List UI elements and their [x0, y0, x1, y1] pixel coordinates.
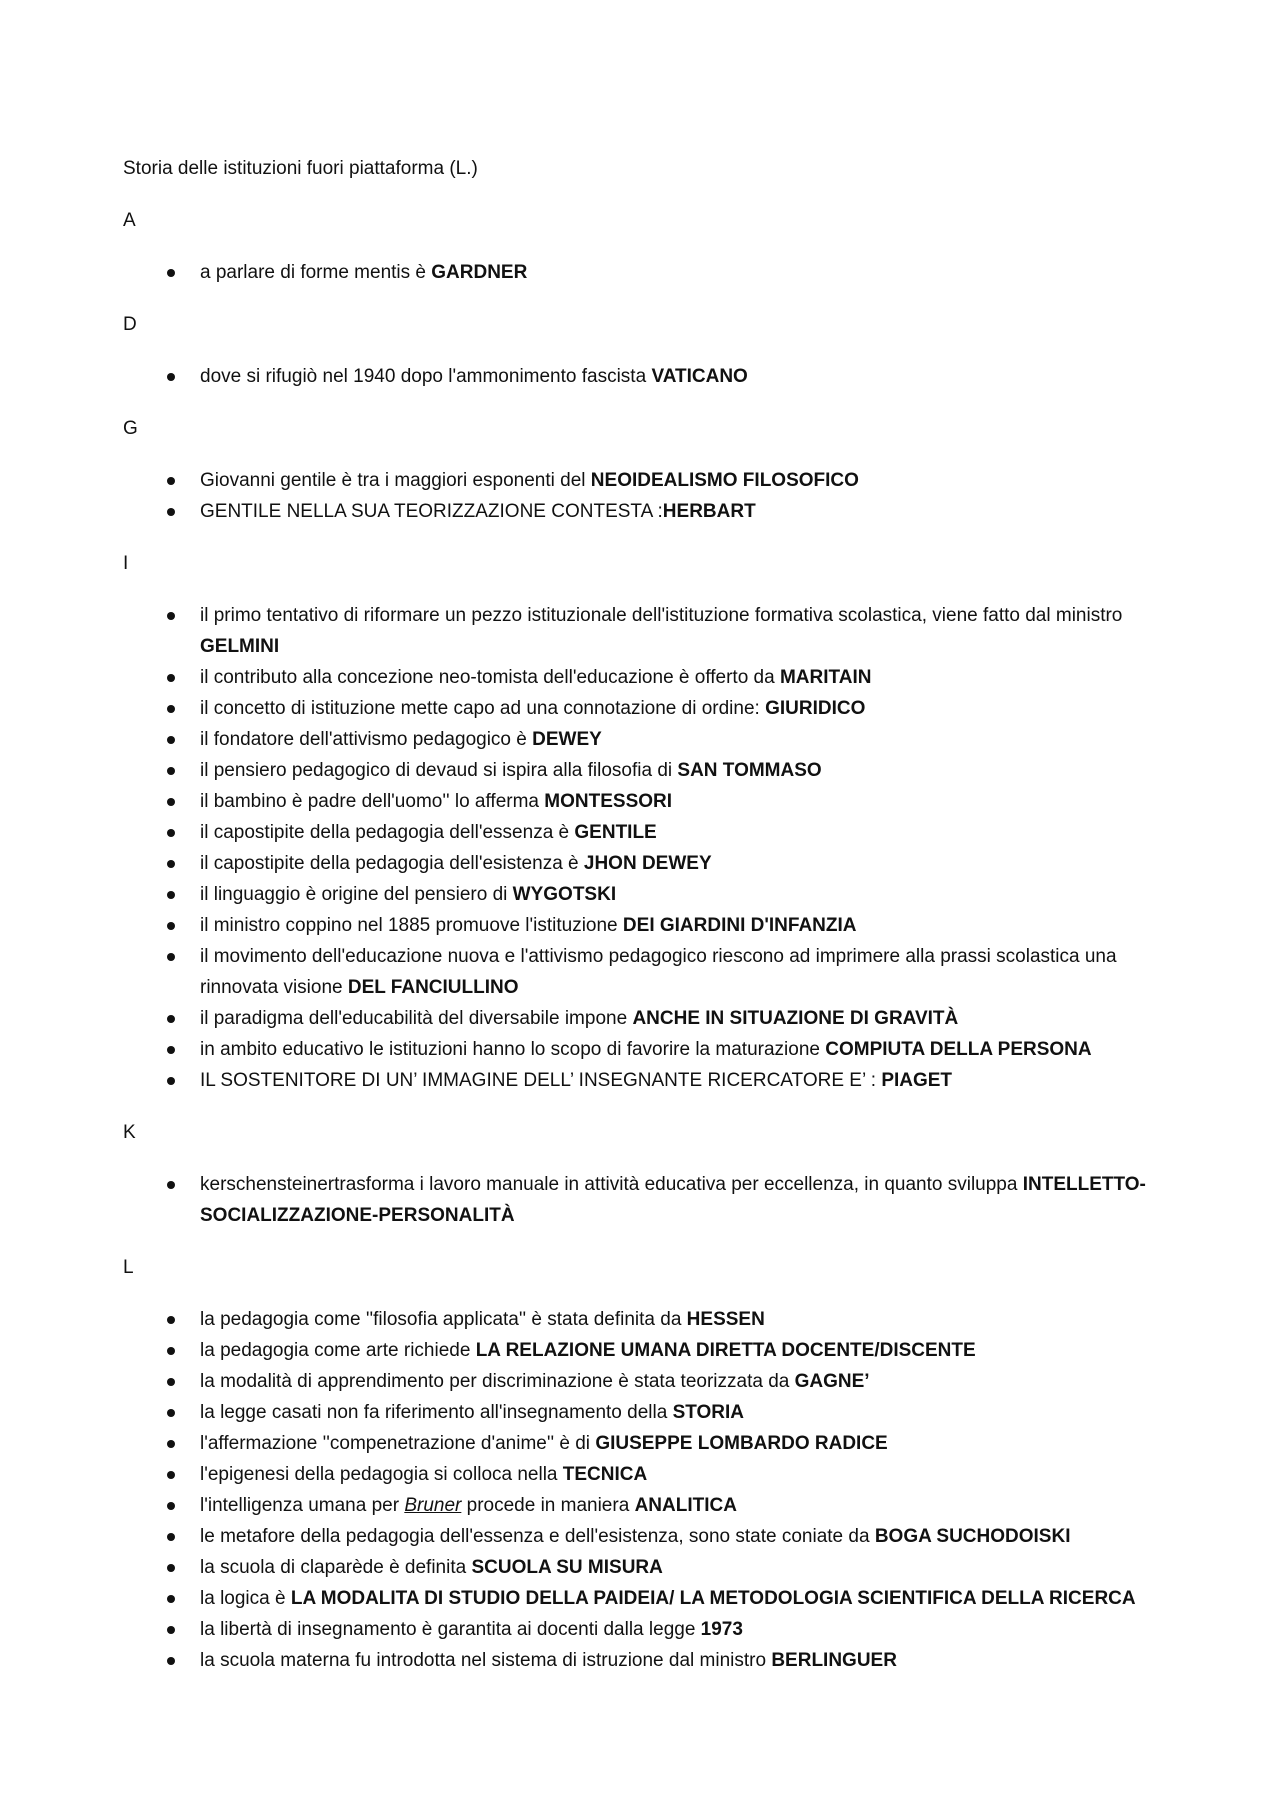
question-text: il capostipite della pedagogia dell'essenza è [200, 822, 575, 843]
question-text: il pensiero pedagogico di devaud si ispira alla filosofia di [200, 760, 678, 781]
question-text: le metafore della pedagogia dell'essenza e dell'esistenza, sono state coniate da [200, 1526, 875, 1547]
list-item [200, 1397, 1173, 1428]
list-item [200, 693, 1173, 724]
list-item [200, 786, 1173, 817]
list-item [200, 1003, 1173, 1034]
question-text: la scuola materna fu introdotta nel sistema di istruzione dal ministro [200, 1650, 772, 1671]
list-item [200, 1065, 1173, 1096]
question-text: dove si rifugiò nel 1940 dopo l'ammonimento fascista [200, 366, 652, 387]
emphasis-text: Bruner [404, 1495, 462, 1516]
sections-container [123, 205, 1173, 1676]
question-text: in ambito educativo le istituzioni hanno lo scopo di favorire la maturazione [200, 1039, 826, 1060]
question-text: a parlare di forme mentis è [200, 262, 432, 283]
list-item [200, 1169, 1173, 1231]
bullet-list [123, 361, 1173, 392]
list-item [200, 662, 1173, 693]
list-item [200, 879, 1173, 910]
list-item [200, 910, 1173, 941]
list-item [200, 817, 1173, 848]
bullet-list [123, 600, 1173, 1096]
question-text: il primo tentativo di riformare un pezzo istituzionale dell'istituzione formativa scolastica, viene fatto dal ministro [200, 605, 1123, 626]
section-letter: K [123, 1122, 136, 1143]
bullet-list [123, 1304, 1173, 1676]
answer-text: GENTILE [574, 822, 657, 843]
answer-text: MARITAIN [779, 667, 872, 688]
list-item [200, 1366, 1173, 1397]
list-item [200, 1583, 1173, 1614]
question-text: la logica è [200, 1588, 291, 1609]
bullet-list [123, 1169, 1173, 1231]
answer-text: GAGNE’ [794, 1371, 870, 1392]
question-text: l'intelligenza umana per [200, 1495, 405, 1516]
question-text: IL SOSTENITORE DI UN’ IMMAGINE DELL’ INSEGNANTE RICERCATORE E’ : [200, 1070, 882, 1091]
question-text: GENTILE NELLA SUA TEORIZZAZIONE CONTESTA : [200, 501, 663, 522]
question-text: procede in maniera [461, 1495, 635, 1516]
answer-text: PIAGET [881, 1070, 953, 1091]
document-title: Storia delle istituzioni fuori piattaforma (L.) [123, 158, 478, 179]
question-text: il capostipite della pedagogia dell'esistenza è [200, 853, 584, 874]
list-item [200, 755, 1173, 786]
answer-text: INTELLETTO-SOCIALIZZAZIONE-PERSONALITÀ [200, 1174, 1146, 1226]
question-text: la libertà di insegnamento è garantita ai docenti dalla legge [200, 1619, 701, 1640]
answer-text: HERBART [662, 501, 756, 522]
list-item [200, 724, 1173, 755]
answer-text: SAN TOMMASO [677, 760, 822, 781]
question-text: il fondatore dell'attivismo pedagogico è [200, 729, 533, 750]
question-text: Giovanni gentile è tra i maggiori esponenti del [200, 470, 591, 491]
list-item [200, 257, 1173, 288]
list-item [200, 1034, 1173, 1065]
section-letter: D [123, 314, 137, 335]
answer-text: BOGA SUCHODOISKI [874, 1526, 1071, 1547]
answer-text: DEI GIARDINI D'INFANZIA [622, 915, 857, 936]
answer-text: ANALITICA [634, 1495, 737, 1516]
list-item [200, 361, 1173, 392]
list-item [200, 1552, 1173, 1583]
answer-text: BERLINGUER [771, 1650, 897, 1671]
list-item [200, 600, 1173, 662]
list-item [200, 465, 1173, 496]
answer-text: 1973 [700, 1619, 743, 1640]
question-text: kerschensteinertrasforma i lavoro manuale in attività educativa per eccellenza, in quanto sviluppa [200, 1174, 1023, 1195]
list-item [200, 1304, 1173, 1335]
answer-text: VATICANO [651, 366, 748, 387]
question-text: la modalità di apprendimento per discriminazione è stata teorizzata da [200, 1371, 795, 1392]
question-text: la pedagogia come arte richiede [200, 1340, 476, 1361]
question-text: la pedagogia come ''filosofia applicata'' è stata definita da [200, 1309, 687, 1330]
list-item [200, 941, 1173, 1003]
question-text: il contributo alla concezione neo-tomista dell'educazione è offerto da [200, 667, 780, 688]
answer-text: STORIA [672, 1402, 745, 1423]
list-item [200, 1459, 1173, 1490]
answer-text: GELMINI [200, 636, 280, 657]
list-item [200, 1614, 1173, 1645]
list-item [200, 1428, 1173, 1459]
section-letter: I [123, 553, 129, 574]
answer-text: SCUOLA SU MISURA [471, 1557, 663, 1578]
bullet-list [123, 465, 1173, 527]
answer-text: ANCHE IN SITUAZIONE DI GRAVITÀ [632, 1008, 959, 1029]
bullet-list [123, 257, 1173, 288]
answer-text: GARDNER [431, 262, 528, 283]
question-text: l'affermazione ''compenetrazione d'anime'' è di [200, 1433, 596, 1454]
question-text: l'epigenesi della pedagogia si colloca nella [200, 1464, 563, 1485]
question-text: la legge casati non fa riferimento all'insegnamento della [200, 1402, 673, 1423]
list-item [200, 1521, 1173, 1552]
section-letter: L [123, 1257, 134, 1278]
answer-text: COMPIUTA DELLA PERSONA [825, 1039, 1092, 1060]
answer-text: LA RELAZIONE UMANA DIRETTA DOCENTE/DISCENTE [475, 1340, 976, 1361]
answer-text: MONTESSORI [544, 791, 673, 812]
question-text: il concetto di istituzione mette capo ad una connotazione di ordine: [200, 698, 766, 719]
list-item [200, 1335, 1173, 1366]
answer-text: HESSEN [686, 1309, 765, 1330]
question-text: il linguaggio è origine del pensiero di [200, 884, 513, 905]
answer-text: TECNICA [562, 1464, 648, 1485]
answer-text: LA MODALITA DI STUDIO DELLA PAIDEIA/ LA METODOLOGIA SCIENTIFICA DELLA RICERCA [290, 1588, 1136, 1609]
section-letter: A [123, 210, 136, 231]
answer-text: WYGOTSKI [512, 884, 617, 905]
question-text: la scuola di claparède è definita [200, 1557, 472, 1578]
question-text: il bambino è padre dell'uomo'' lo afferma [200, 791, 545, 812]
section-letter: G [123, 418, 138, 439]
list-item [200, 496, 1173, 527]
answer-text: DEL FANCIULLINO [347, 977, 519, 998]
answer-text: GIUSEPPE LOMBARDO RADICE [595, 1433, 888, 1454]
document-body [123, 153, 1173, 1697]
list-item [200, 848, 1173, 879]
question-text: il ministro coppino nel 1885 promuove l'istituzione [200, 915, 623, 936]
answer-text: GIURIDICO [765, 698, 866, 719]
list-item [200, 1645, 1173, 1676]
answer-text: NEOIDEALISMO FILOSOFICO [590, 470, 859, 491]
answer-text: DEWEY [532, 729, 602, 750]
answer-text: JHON DEWEY [583, 853, 712, 874]
question-text: il paradigma dell'educabilità del diversabile impone [200, 1008, 633, 1029]
list-item [200, 1490, 1173, 1521]
question-text: il movimento dell'educazione nuova e l'attivismo pedagogico riescono ad imprimere alla prassi scolastica una rinnovata visione [200, 946, 1117, 998]
